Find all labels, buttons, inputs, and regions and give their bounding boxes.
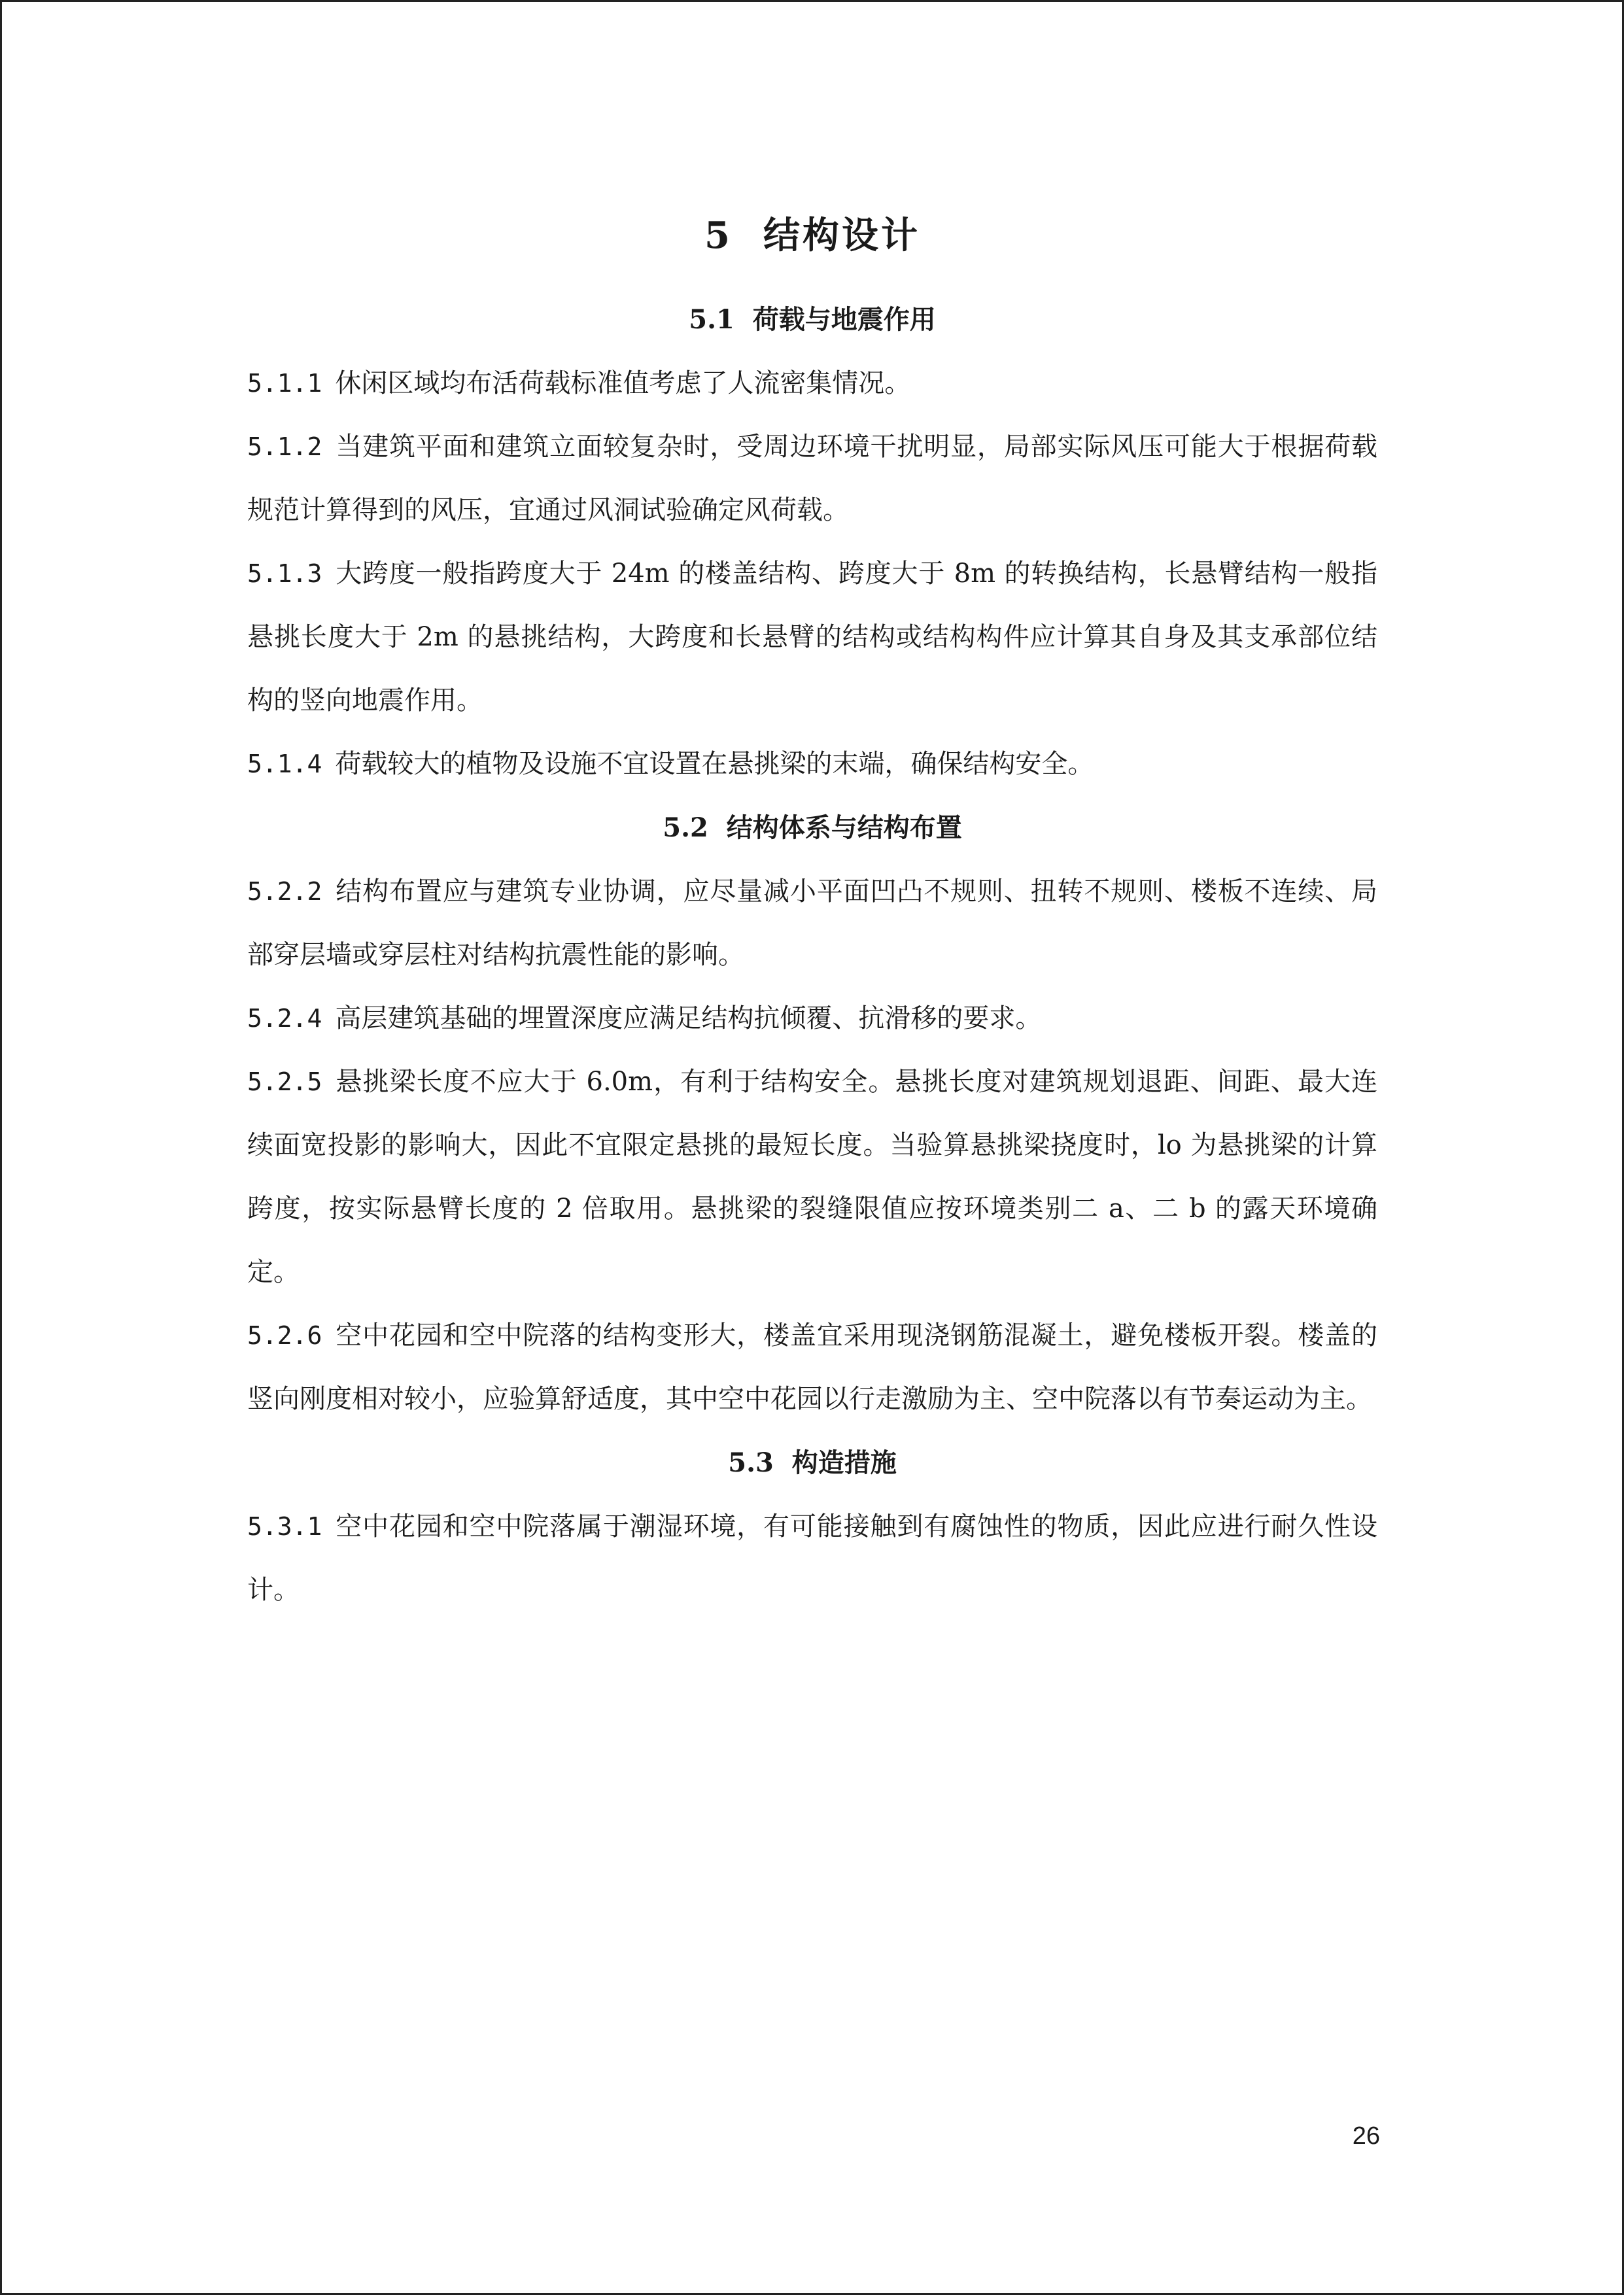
chapter-title-text: 结构设计 xyxy=(763,214,920,257)
document-body xyxy=(247,209,1377,1622)
clause-number: 5.1.1 xyxy=(247,369,322,398)
section-number: 5.2 xyxy=(663,812,708,843)
section-number: 5.1 xyxy=(689,304,734,335)
clause-number: 5.1.4 xyxy=(247,750,322,778)
page-number: 26 xyxy=(1352,2122,1380,2150)
clause xyxy=(247,542,1377,733)
clause xyxy=(247,1495,1377,1622)
clause-text: 空中花园和空中院落的结构变形大，楼盖宜采用现浇钢筋混凝土，避免楼板开裂。楼盖的竖向刚度相对较小，应验算舒适度，其中空中花园以行走激励为主、空中院落以有节奏运动为主。 xyxy=(247,1320,1377,1414)
clause-text: 高层建筑基础的埋置深度应满足结构抗倾覆、抗滑移的要求。 xyxy=(335,1003,1042,1033)
clause xyxy=(247,352,1377,415)
section-title-text: 构造措施 xyxy=(791,1447,897,1478)
clause-text: 悬挑梁长度不应大于 6.0m，有利于结构安全。悬挑长度对建筑规划退距、间距、最大连续面宽投影的影响大，因此不宜限定悬挑的最短长度。当验算悬挑梁挠度时，lo 为悬挑梁的计算跨度，按实际悬臂长度的 2 倍取用。悬挑梁的裂缝限值应按环境类别二 a、二 b 的露天环境确定。 xyxy=(247,1067,1377,1287)
clause-number: 5.1.2 xyxy=(247,432,322,461)
clause-text: 当建筑平面和建筑立面较复杂时，受周边环境干扰明显，局部实际风压可能大于根据荷载规范计算得到的风压，宜通过风洞试验确定风荷载。 xyxy=(247,432,1377,525)
section-number: 5.3 xyxy=(728,1447,774,1478)
clause-text: 荷载较大的植物及设施不宜设置在悬挑梁的末端，确保结构安全。 xyxy=(335,749,1094,779)
section-title xyxy=(247,796,1377,860)
clause-number: 5.2.6 xyxy=(247,1321,322,1350)
clause-text: 空中花园和空中院落属于潮湿环境，有可能接触到有腐蚀性的物质，因此应进行耐久性设计。 xyxy=(247,1511,1377,1605)
clause-number: 5.3.1 xyxy=(247,1512,322,1541)
section-title xyxy=(247,1431,1377,1495)
clause-number: 5.2.5 xyxy=(247,1067,322,1096)
clause-text: 结构布置应与建筑专业协调，应尽量减小平面凹凸不规则、扭转不规则、楼板不连续、局部穿层墙或穿层柱对结构抗震性能的影响。 xyxy=(247,876,1377,970)
clause-text: 大跨度一般指跨度大于 24m 的楼盖结构、跨度大于 8m 的转换结构，长悬臂结构一般指悬挑长度大于 2m 的悬挑结构，大跨度和长悬臂的结构或结构构件应计算其自身及其支承部位结构的竖向地震作用。 xyxy=(247,559,1377,716)
section-title xyxy=(247,288,1377,352)
clause xyxy=(247,987,1377,1050)
section-title-text: 结构体系与结构布置 xyxy=(726,812,962,843)
chapter-number: 5 xyxy=(704,214,733,257)
section-title-text: 荷载与地震作用 xyxy=(752,304,936,335)
clause xyxy=(247,415,1377,542)
clause xyxy=(247,1304,1377,1431)
chapter-title xyxy=(247,209,1377,262)
clause-text: 休闲区域均布活荷载标准值考虑了人流密集情况。 xyxy=(335,368,911,398)
clause xyxy=(247,860,1377,987)
clause-number: 5.2.2 xyxy=(247,877,322,906)
clause-number: 5.1.3 xyxy=(247,559,322,588)
clause-number: 5.2.4 xyxy=(247,1004,322,1033)
clause xyxy=(247,1050,1377,1304)
clause xyxy=(247,733,1377,796)
